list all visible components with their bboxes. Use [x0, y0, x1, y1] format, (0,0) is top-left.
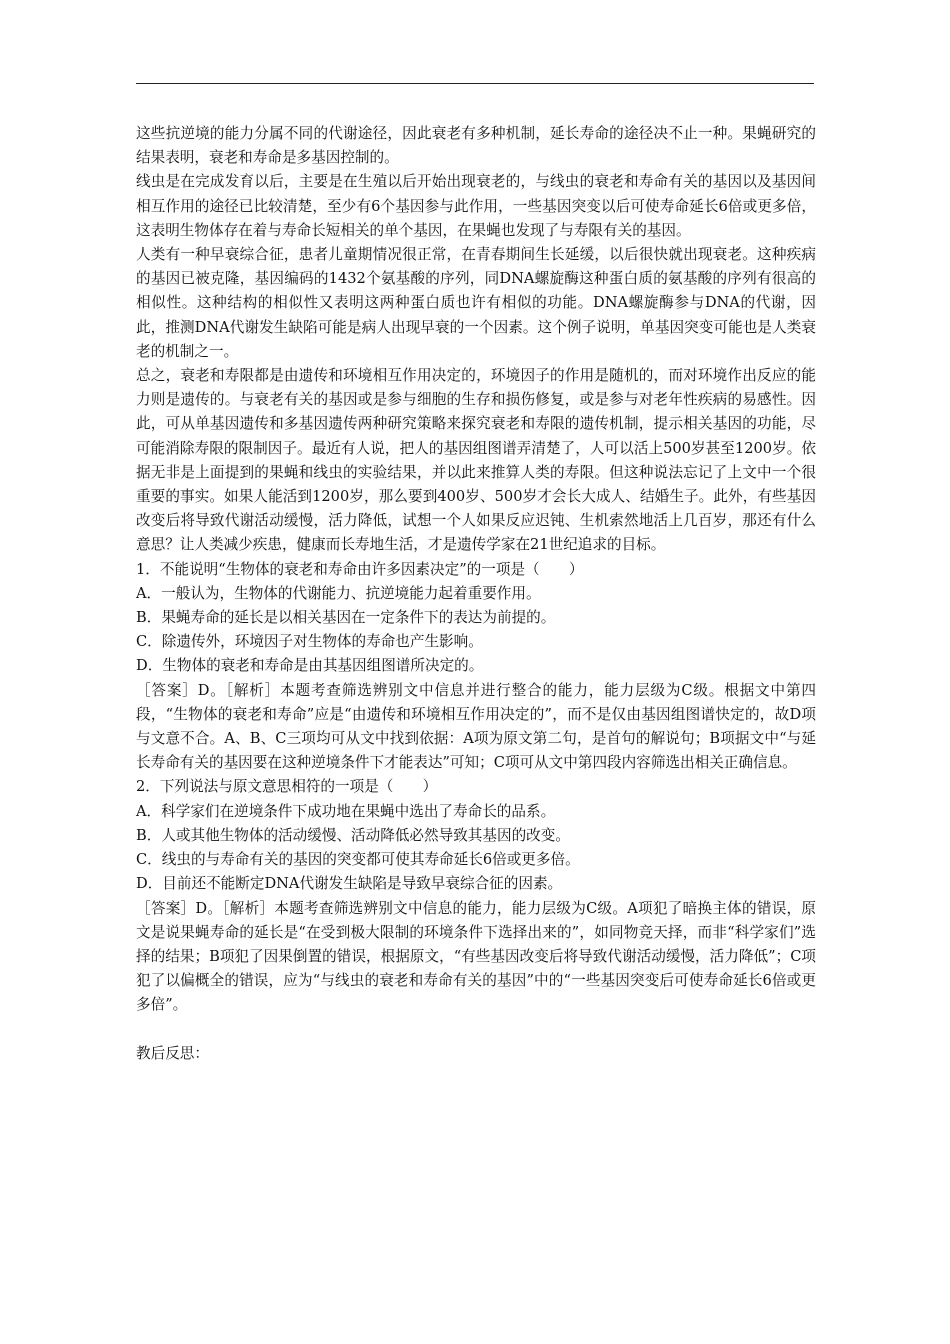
header-rule — [136, 83, 814, 84]
question-2-option-c: C．线虫的与寿命有关的基因的突变都可使其寿命延长6倍或更多倍。 — [136, 851, 580, 869]
question-1-option-a: A．一般认为，生物体的代谢能力、抗逆境能力起着重要作用。 — [136, 584, 541, 602]
question-2-answer: ［答案］D。［解析］本题考查筛选辨别文中信息的能力，能力层级为C级。A项犯了暗换主体的错误，原文是说果蝇寿命的延长是“在受到极大限制的环境条件下选择出来的”，如同物竞天择，而非“科学家们”选择的结果；B项犯了因果倒置的错误，根据原文，“有些基因改变后将导致代谢活动缓慢，活力降低”；C项犯了以偏概全的错误，应为“与线虫的衰老和寿命有关的基因”中的“一些基因突变后可使寿命延长6倍或更多倍”。 — [136, 899, 816, 1014]
paragraph-3: 人类有一种早衰综合征，患者儿童期情况很正常，在青春期间生长延缓，以后很快就出现衰老。这种疾病的基因已被克隆，基因编码的1432个氨基酸的序列，同DNA螺旋酶这种蛋白质的氨基酸的序列有很高的相似性。这种结构的相似性又表明这两种蛋白质也许有相似的功能。DNA螺旋酶参与DNA的代谢，因此，推测DNA代谢发生缺陷可能是病人出现早衰的一个因素。这个例子说明，单基因突变可能也是人类衰老的机制之一。 — [136, 246, 816, 360]
question-1-option-d: D．生物体的衰老和寿命是由其基因组图谱所决定的。 — [136, 657, 484, 675]
question-2-option-b: B．人或其他生物体的活动缓慢、活动降低必然导致其基因的改变。 — [136, 826, 570, 844]
question-2-option-d: D．目前还不能断定DNA代谢发生缺陷是导致早衰综合征的因素。 — [136, 875, 563, 893]
paragraph-4: 总之，衰老和寿限都是由遗传和环境相互作用决定的，环境因子的作用是随机的，而对环境作出反应的能力则是遗传的。与衰老有关的基因或是参与细胞的生存和损伤修复，或是参与对老年性疾病的易感性。因此，可从单基因遗传和多基因遗传两种研究策略来探究衰老和寿限的遗传机制，提示相关基因的功能，尽可能消除寿限的限制因子。最近有人说，把人的基因组图谱弄清楚了，人可以活上500岁甚至1200岁。依据无非是上面提到的果蝇和线虫的实验结果，并以此来推算人类的寿限。但这种说法忘记了上文中一个很重要的事实。如果人能活到1200岁，那么要到400岁、500岁才会长大成人、结婚生子。此外，有些基因改变后将导致代谢活动缓慢，活力降低，试想一个人如果反应迟钝、生机索然地活上几百岁，那还有什么意思？让人类减少疾患，健康而长寿地生活，才是遗传学家在21世纪追求的目标。 — [136, 367, 816, 554]
question-1-option-c: C．除遗传外，环境因子对生物体的寿命也产生影响。 — [136, 633, 483, 651]
question-1-answer: ［答案］D。［解析］本题考查筛选辨别文中信息并进行整合的能力，能力层级为C级。根据文中第四段，“生物体的衰老和寿命”应是“由遗传和环境相互作用决定的”，而不是仅由基因组图谱快定的，故D项与文意不合。A、B、C三项均可从文中找到依据：A项为原文第二句，是首句的解说句；B项据文中“与延长寿命有关的基因要在这种逆境条件下才能表达”可知；C项可从文中第四段内容筛选出相关正确信息。 — [136, 681, 816, 772]
paragraph-2: 线虫是在完成发育以后，主要是在生殖以后开始出现衰老的，与线虫的衰老和寿命有关的基因以及基因间相互作用的途径已比较清楚，至少有6个基因参与此作用，一些基因突变以后可使寿命延长6倍或更多倍，这表明生物体存在着与寿命长短相关的单个基因，在果蝇也发现了与寿限有关的基因。 — [136, 173, 816, 239]
blank-line — [136, 1018, 816, 1042]
document-body — [136, 122, 816, 1066]
question-2-stem: 2．下列说法与原文意思相符的一项是（ ） — [136, 778, 438, 796]
question-1-stem: 1．不能说明“生物体的衰老和寿命由许多因素决定”的一项是（ ） — [136, 560, 584, 578]
reflection-label: 教后反思： — [136, 1044, 209, 1062]
question-1-option-b: B．果蝇寿命的延长是以相关基因在一定条件下的表达为前提的。 — [136, 609, 556, 627]
question-2-option-a: A．科学家们在逆境条件下成功地在果蝇中选出了寿命长的品系。 — [136, 802, 556, 820]
paragraph-1: 这些抗逆境的能力分属不同的代谢途径，因此衰老有多种机制，延长寿命的途径决不止一种。果蝇研究的结果表明，衰老和寿命是多基因控制的。 — [136, 125, 816, 167]
